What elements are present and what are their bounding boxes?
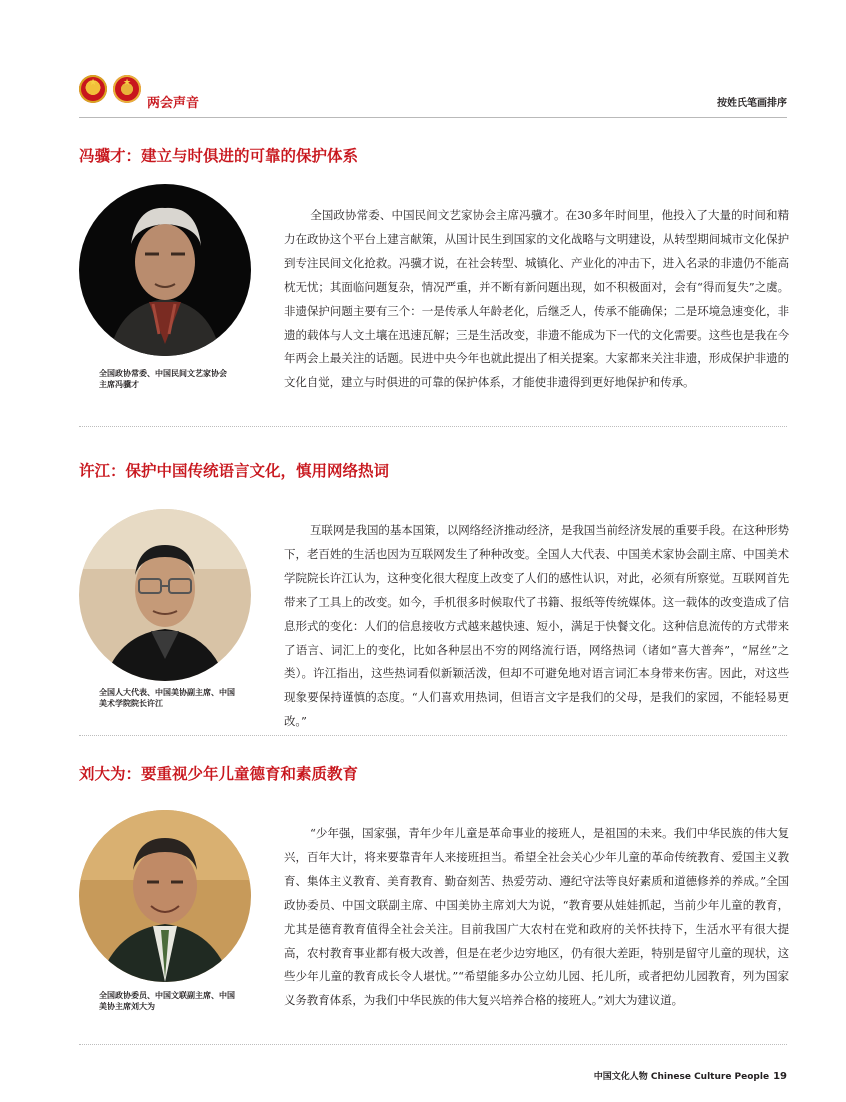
- portrait-photo: [79, 509, 251, 681]
- photo-caption: 全国政协委员、中国文联副主席、中国美协主席刘大为: [99, 991, 235, 1011]
- section-divider: [79, 426, 787, 427]
- section-label: 两会声音: [147, 96, 200, 111]
- article-title: 冯骥才：建立与时俱进的可靠的保护体系: [79, 147, 359, 165]
- article-title: 刘大为：要重视少年儿童德育和素质教育: [79, 765, 359, 783]
- portrait-photo: [79, 810, 251, 982]
- portrait-photo: [79, 184, 251, 356]
- article-body-text: 全国政协常委、中国民间文艺家协会主席冯骥才。在30多年时间里，他投入了大量的时间和精力在政协这个平台上建言献策，从国计民生到国家的文化战略与文明建设，从转型期间城市文化保护到专注民间文化抢救。冯骥才说，在社会转型、城镇化、产业化的冲击下，进入名录的非遗仍不能高枕无忧；其面临问题复杂，情况严重，并不断有新问题出现，如不积极面对，会有“得而复失”之虞。非遗保护问题主要有三个：一是传承人年龄老化，后继乏人，传承不能确保；二是环境急速变化，非遗的载体与人文土壤在迅速瓦解；三是生活改变，非遗不能成为下一代的文化需要。这些也是我在今年两会上最关注的话题。民进中央今年也就此提出了相关提案。大家都来关注非遗，形成保护非遗的文化自觉，建立与时俱进的可靠的保护体系，才能使非遗得到更好地保护和传承。: [284, 208, 789, 390]
- magazine-name: 中国文化人物 Chinese Culture People: [593, 1072, 770, 1082]
- photo-caption: 全国人大代表、中国美协副主席、中国美术学院院长许江: [99, 688, 235, 708]
- cppcc-emblem-icon: ★: [113, 75, 141, 103]
- section-divider: [79, 735, 787, 736]
- page-footer: [594, 1069, 787, 1082]
- header-rule: [79, 117, 787, 118]
- section-divider: [79, 1044, 787, 1045]
- page-header: [79, 75, 787, 119]
- sort-note: 按姓氏笔画排序: [717, 98, 787, 109]
- article-body: [284, 204, 789, 395]
- article-body: [284, 519, 789, 734]
- photo-caption: 全国政协常委、中国民间文艺家协会主席冯骥才: [99, 369, 227, 389]
- national-emblem-icon: ★: [79, 75, 107, 103]
- article-title: 许江：保护中国传统语言文化，慎用网络热词: [79, 462, 390, 480]
- page-number: 19: [773, 1071, 787, 1082]
- article-body-text: 互联网是我国的基本国策，以网络经济推动经济，是我国当前经济发展的重要手段。在这种形势下，老百姓的生活也因为互联网发生了种种改变。全国人大代表、中国美术家协会副主席、中国美术学院院长许江认为，这种变化很大程度上改变了人们的感性认识，对此，必须有所察觉。互联网首先带来了工具上的改变。如今，手机很多时候取代了书籍、报纸等传统媒体。这一载体的改变造成了信息形式的变化：人们的信息接收方式越来越快速、短小，满足于快餐文化。这种信息流传的方式带来了语言、词汇上的变化，比如各种层出不穷的网络流行语，网络热词（诸如“喜大普奔”，“屌丝”之类）。许江指出，这些热词看似新颖活泼，但却不可避免地对语言词汇本身带来伤害。因此，对这些现象要保持谨慎的态度。“人们喜欢用热词，但语言文字是我们的父母，是我们的家园，不能轻易更改。”: [284, 523, 789, 729]
- article-body: [284, 822, 789, 1013]
- article-body-text: “少年强，国家强，青年少年儿童是革命事业的接班人，是祖国的未来。我们中华民族的伟大复兴，百年大计，将来要靠青年人来接班担当。希望全社会关心少年儿童的革命传统教育、爱国主义教育、集体主义教育、美育教育、勤奋刻苦、热爱劳动、遵纪守法等良好素质和道德修养的养成。”全国政协委员、中国文联副主席、中国美协主席刘大为说，“教育要从娃娃抓起，当前少年儿童的教育，尤其是德育教育值得全社会关注。目前我国广大农村在党和政府的关怀扶持下，生活水平有很大提高，农村教育事业都有极大改善，但是在老少边穷地区，仍有很大差距，特别是留守儿童的现状，这些少年儿童的教育成长令人堪忧。”“希望能多办公立幼儿园、托儿所，或者把幼儿园教育，列为国家义务教育体系，为我们中华民族的伟大复兴培养合格的接班人。”刘大为建议道。: [284, 826, 789, 1008]
